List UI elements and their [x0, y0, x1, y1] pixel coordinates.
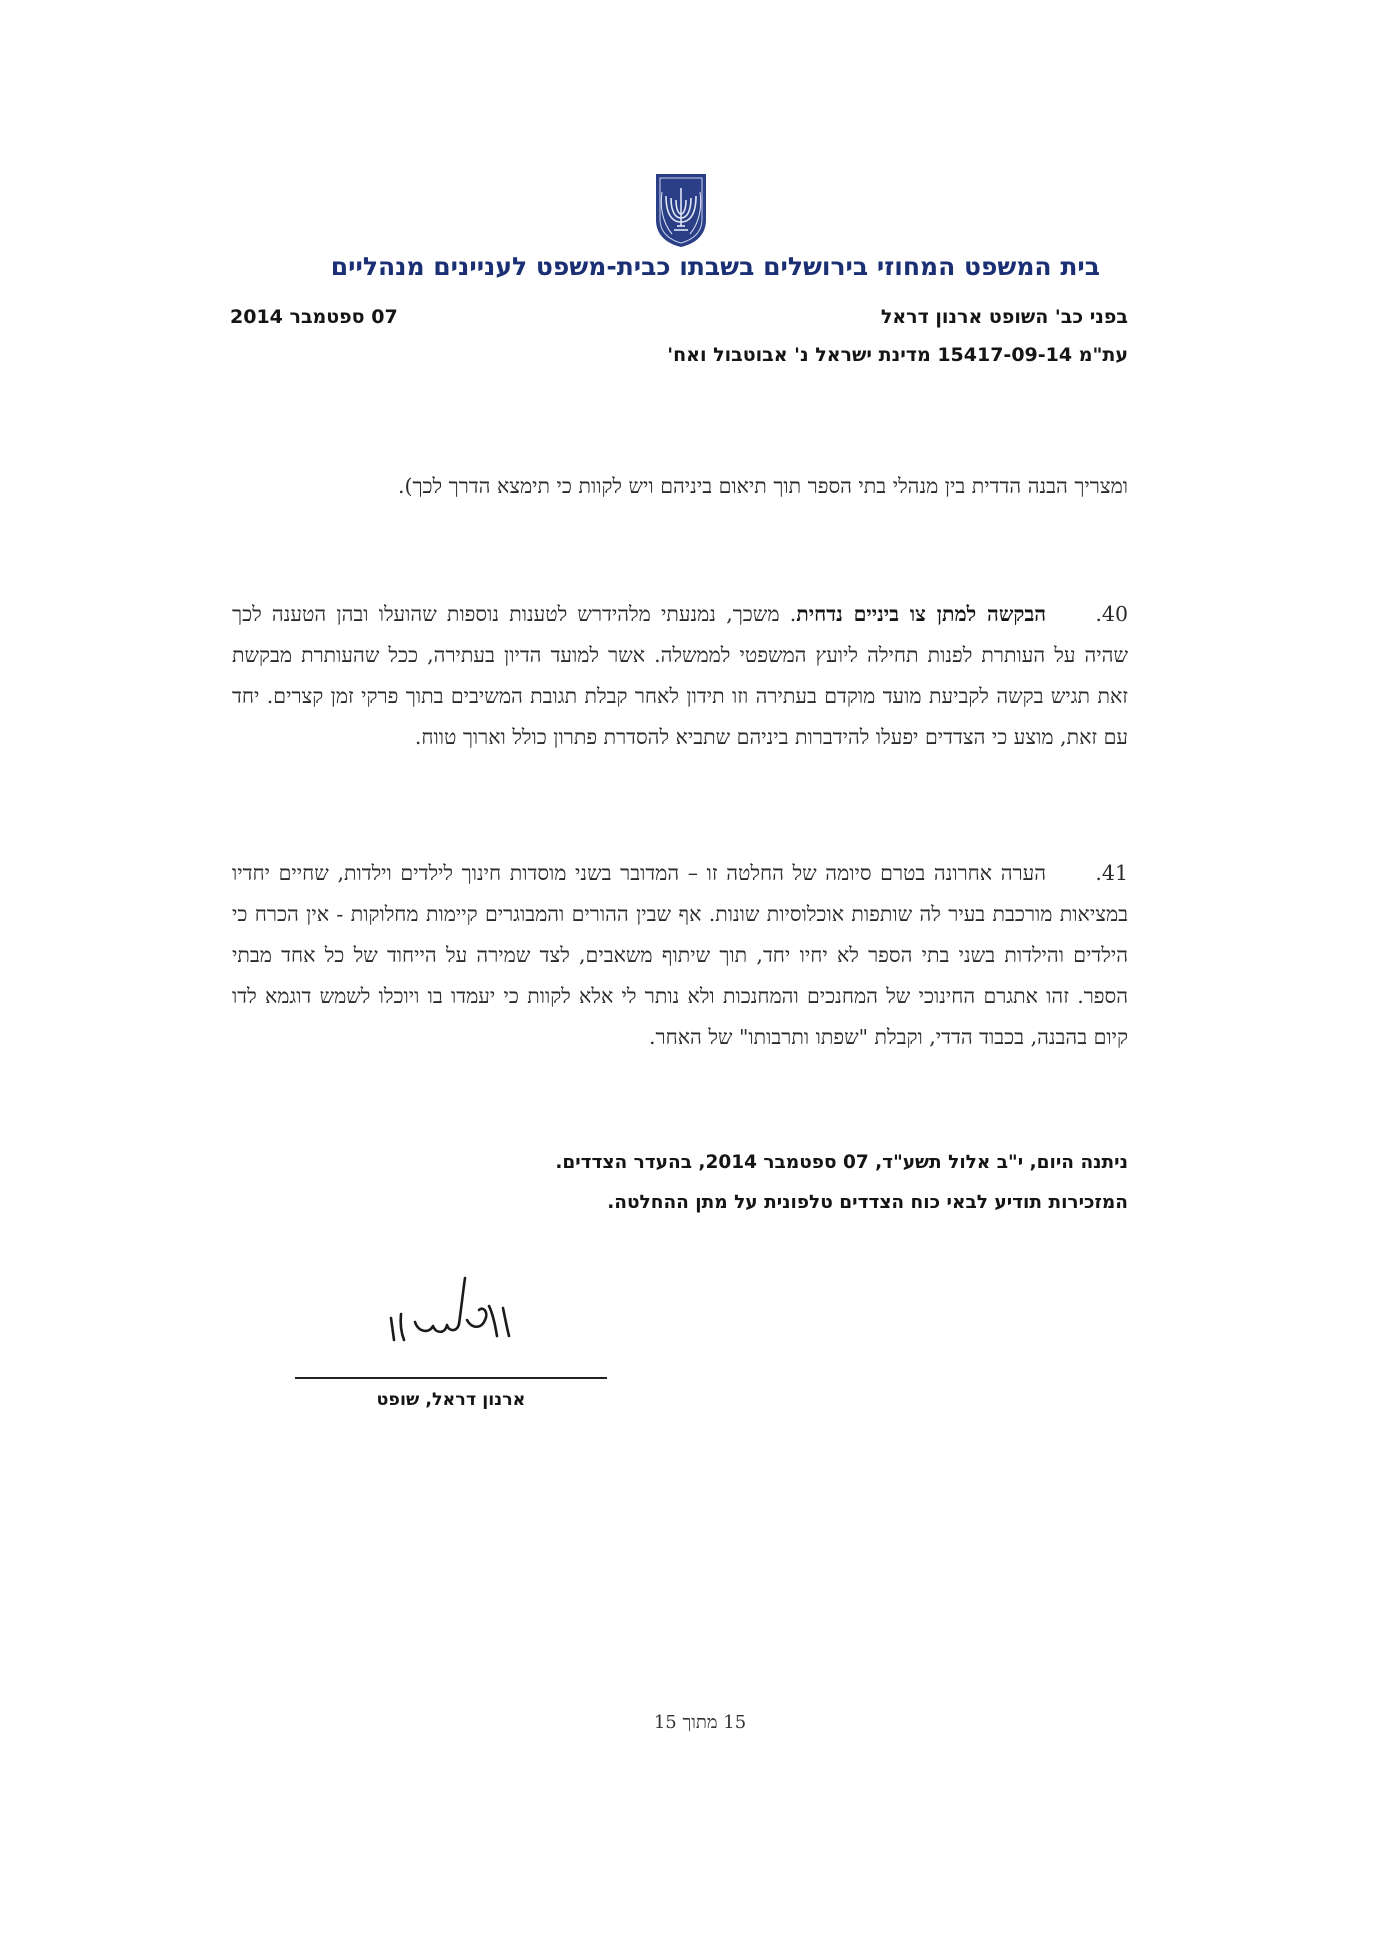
paragraph-text: הערה אחרונה בטרם סיומה של החלטה זו – המדובר בשני מוסדות חינוך לילדים וילדות, שחיים יחדיו במציאות מורכבת בעיר לה שותפות אוכלוסיות שונות. אף שבין ההורים והמבוגרים קיימות מחלוקות - אין הכרח כי הילדים והילדות בשני בתי הספר לא יחיו יחד, תוך שיתוף משאבים, לצד שמירה על הייחוד של כל אחד מבתי הספר. זהו אתגרם החינוכי של המחנכים והמחנכות ולא נותר לי אלא לקוות כי יעמדו בו ויוכלו לשמש דוגמא לדו קיום בהבנה, בכבוד הדדי, וקבלת "שפתו ותרבותו" של האחר.: [232, 861, 1128, 1049]
paragraph-heading: הבקשה למתן צו ביניים נדחית: [796, 602, 1046, 626]
paragraph-number: 41.: [1095, 861, 1128, 885]
given-line: ניתנה היום, י"ב אלול תשע"ד, 07 ספטמבר 2014, בהעדר הצדדים.: [555, 1152, 1128, 1173]
court-title: בית המשפט המחוזי בירושלים בשבתו כבית-משפט לעניינים מנהליים: [330, 252, 1100, 281]
paragraph-40: [232, 594, 1128, 758]
closing-block: [232, 1143, 1128, 1223]
decision-date: 07 ספטמבר 2014: [230, 306, 398, 328]
state-emblem-icon: [652, 172, 710, 248]
continuation-paragraph: ומצריך הבנה הדדית בין מנהלי בתי הספר תוך תיאום ביניהם ויש לקוות כי תימצא הדרך לכך).: [397, 474, 1128, 498]
signature-line: [295, 1377, 607, 1379]
case-number-line: עת"מ 15417-09-14 מדינת ישראל נ' אבוטבול ואח': [667, 344, 1128, 366]
judge-line: בפני כב' השופט ארנון דראל: [880, 306, 1128, 328]
handwritten-signature-icon: [385, 1270, 525, 1355]
signer-name: ארנון דראל, שופט: [376, 1390, 526, 1410]
paragraph-number: 40.: [1095, 602, 1128, 626]
secretariat-line: המזכירות תודיע לבאי כוח הצדדים טלפונית על מתן ההחלטה.: [607, 1192, 1128, 1213]
paragraph-text: . משכך, נמנעתי מלהידרש לטענות נוספות שהועלו ובהן הטענה לכך שהיה על העותרת לפנות תחילה ליועץ המשפטי לממשלה. אשר למועד הדיון בעתירה, ככל שהעותרת מבקשת זאת תגיש בקשה לקביעת מועד מוקדם בעתירה וזו תידון לאחר קבלת תגובת המשיבים בתוך פרקי זמן קצרים. יחד עם זאת, מוצע כי הצדדים יפעלו להידברות ביניהם שתביא להסדרת פתרון כולל וארוך טווח.: [232, 602, 1128, 749]
paragraph-41: [232, 853, 1128, 1058]
page-number: 15 מתוך 15: [653, 1712, 747, 1733]
